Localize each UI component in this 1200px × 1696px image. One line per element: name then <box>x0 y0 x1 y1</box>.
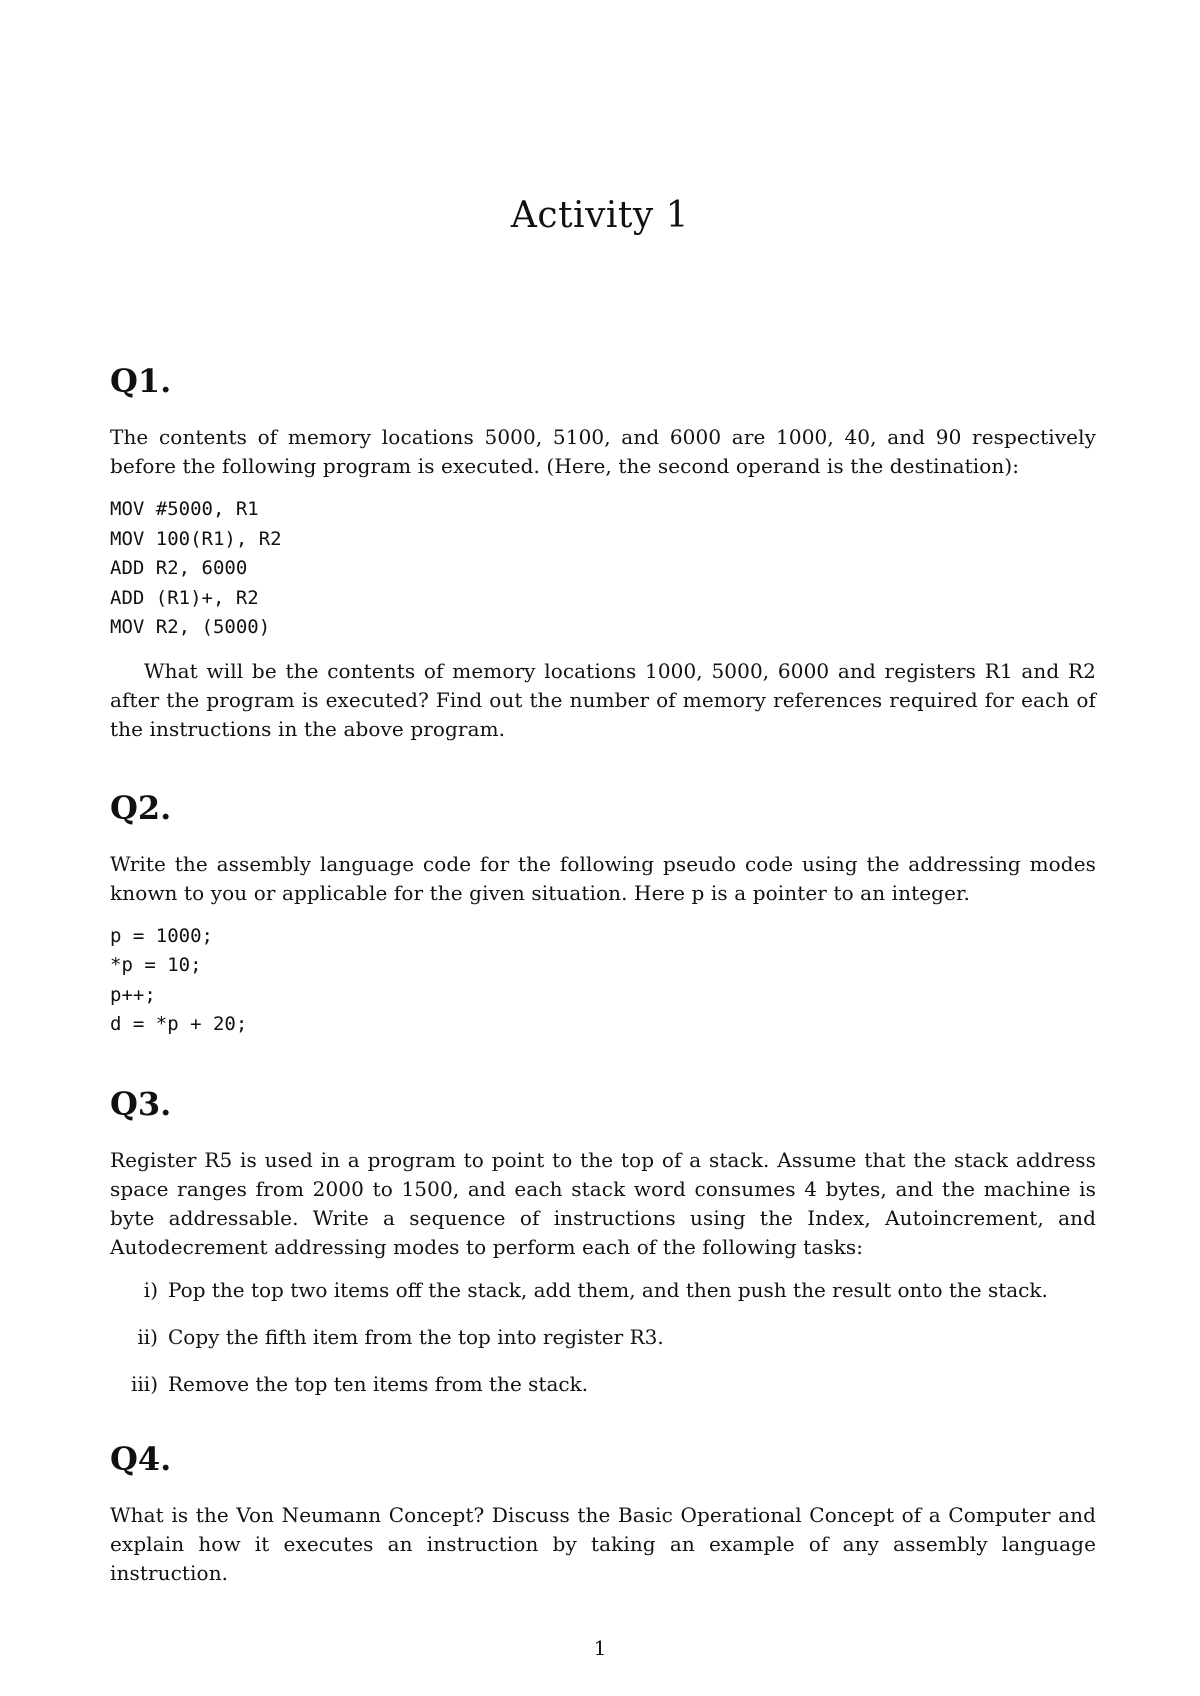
code-line: MOV R2, (5000) <box>110 616 271 638</box>
code-line: *p = 10; <box>110 954 202 976</box>
code-line: d = *p + 20; <box>110 1013 248 1035</box>
question-1 <box>110 362 1096 744</box>
question-1-question: What will be the contents of memory locations 1000, 5000, 6000 and registers R1 and R2 after the program is executed? Find out the number of memory references required for each of the instructions in the above program. <box>110 658 1096 741</box>
code-line: MOV #5000, R1 <box>110 498 259 520</box>
page-number: 1 <box>593 1636 607 1660</box>
page-title: Activity 1 <box>510 195 690 236</box>
question-4-heading: Q4. <box>110 1439 172 1478</box>
task-number: iii) <box>131 1371 158 1396</box>
task-item <box>110 1323 1096 1352</box>
task-number: ii) <box>137 1324 158 1349</box>
question-4-text: What is the Von Neumann Concept? Discuss the Basic Operational Concept of a Computer and explain how it executes an instruction by taking an example of any assembly language instruction. <box>110 1502 1096 1585</box>
question-1-code <box>110 495 1096 643</box>
question-3-task-list <box>110 1276 1096 1399</box>
task-item <box>110 1370 1096 1399</box>
task-text: Remove the top ten items from the stack. <box>168 1371 589 1396</box>
question-2 <box>110 788 1096 1040</box>
question-2-code <box>110 922 1096 1040</box>
code-line: ADD R2, 6000 <box>110 557 248 579</box>
question-4 <box>110 1439 1096 1588</box>
code-line: p = 1000; <box>110 924 213 947</box>
code-line: p++; <box>110 983 156 1006</box>
question-3-heading: Q3. <box>110 1084 172 1123</box>
document-content <box>110 362 1096 1588</box>
question-2-heading: Q2. <box>110 788 172 827</box>
code-line: MOV 100(R1), R2 <box>110 527 282 550</box>
task-text: Copy the fifth item from the top into register R3. <box>168 1324 664 1349</box>
task-item <box>110 1276 1096 1305</box>
task-text: Pop the top two items off the stack, add them, and then push the result onto the stack. <box>168 1277 1048 1302</box>
question-3-intro: Register R5 is used in a program to point to the top of a stack. Assume that the stack address space ranges from 2000 to 1500, and each stack word consumes 4 bytes, and the machine is byte addressable. Write a sequence of instructions using the Index, Autoincrement, and Autodecrement addressing modes to perform each of the following tasks: <box>110 1147 1096 1259</box>
question-1-intro: The contents of memory locations 5000, 5100, and 6000 are 1000, 40, and 90 respectively before the following program is executed. (Here, the second operand is the destination): <box>110 425 1096 478</box>
question-3 <box>110 1084 1096 1399</box>
question-2-intro: Write the assembly language code for the following pseudo code using the addressing modes known to you or applicable for the given situation. Here p is a pointer to an integer. <box>110 851 1096 905</box>
question-1-heading: Q1. <box>110 362 172 400</box>
code-line: ADD (R1)+, R2 <box>110 586 259 609</box>
task-number: i) <box>143 1277 158 1302</box>
